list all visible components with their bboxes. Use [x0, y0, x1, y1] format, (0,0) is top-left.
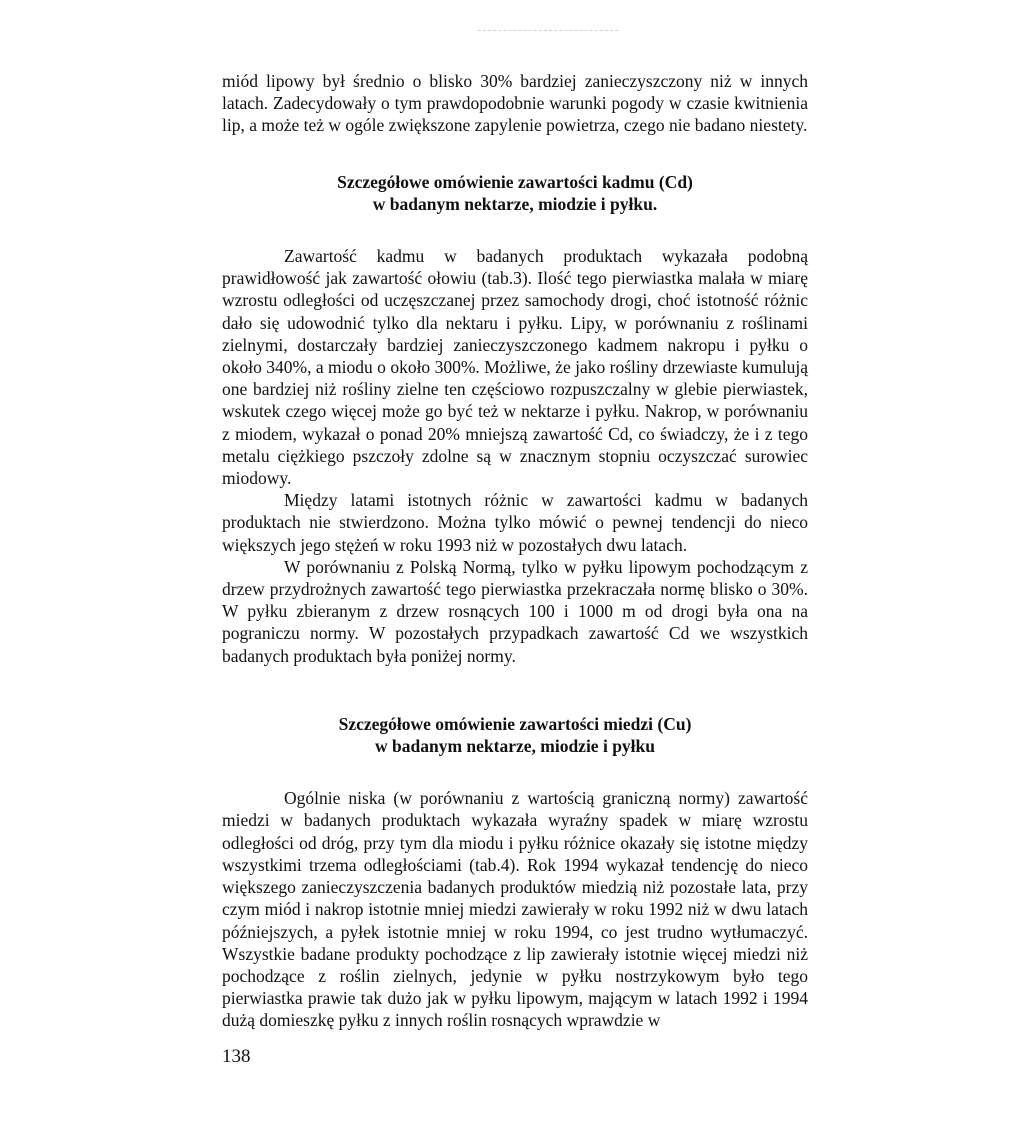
- section-heading-copper-line2: w badanym nektarze, miodzie i pyłku: [374, 736, 656, 757]
- section-heading-copper: [222, 713, 808, 757]
- section-heading-copper-line1: Szczegółowe omówienie zawartości miedzi (Cu): [338, 713, 692, 734]
- section-heading-cadmium: [222, 171, 808, 215]
- paragraph-copper-1: Ogólnie niska (w porównaniu z wartością graniczną normy) zawartość miedzi w badanych produktach wykazała wyraźny spadek w miarę wzrostu odległości od dróg, przy tym dla miodu i pyłku różnice okazały się istotne między wszystkimi trzema odległościami (tab.4). Rok 1994 wykazał tendencję do nieco większego zanieczyszczenia badanych produktów miedzią niż pozostałe lata, przy czym miód i nakrop istotnie mniej miedzi zawierały w roku 1992 niż w dwu latach późniejszych, a pyłek istotnie mniej w roku 1994, co jest trudno wytłumaczyć. Wszystkie badane produkty pochodzące z lip zawierały istotnie więcej miedzi niż pochodzące z roślin zielnych, jedynie w pyłku nostrzykowym było tego pierwiastka prawie tak dużo jak w pyłku lipowym, mającym w latach 1992 i 1994 dużą domieszkę pyłku z innych roślin rosnących wprawdzie w: [222, 788, 808, 1031]
- paragraph-intro: miód lipowy był średnio o blisko 30% bardziej zanieczyszczony niż w innych latach. Zadecydowały o tym prawdopodobnie warunki pogody w czasie kwitnienia lip, a może też w ogóle zwiększone zapylenie powietrza, czego nie badano niestety.: [222, 71, 808, 136]
- section-heading-cadmium-line2: w badanym nektarze, miodzie i pyłku.: [372, 193, 658, 214]
- paragraph-cadmium-1: Zawartość kadmu w badanych produktach wykazała podobną prawidłowość jak zawartość ołowiu (tab.3). Ilość tego pierwiastka malała w miarę wzrostu odległości od uczęszczanej przez samochody drogi, choć istotność różnic dało się udowodnić tylko dla nektaru i pyłku. Lipy, w porównaniu z roślinami zielnymi, dostarczały bardziej zanieczyszczonego kadmem nakropu i pyłku o około 340%, a miodu o około 300%. Możliwe, że jako rośliny drzewiaste kumulują one bardziej niż rośliny zielne ten częściowo rozpuszczalny w glebie pierwiastek, wskutek czego więcej może go być też w nektarze i pyłku. Nakrop, w porównaniu z miodem, wykazał o ponad 20% mniejszą zawartość Cd, co świadczy, że i z tego metalu ciężkiego pszczoły zdolne są w znacznym stopniu oczyszczać surowiec miodowy.: [222, 246, 808, 489]
- page-number: 138: [222, 1046, 251, 1067]
- page-text-column: [222, 70, 808, 1032]
- paragraph-cadmium-2: Między latami istotnych różnic w zawartości kadmu w badanych produktach nie stwierdzono. Można tylko mówić o pewnej tendencji do nieco większych jego stężeń w roku 1993 niż w pozostałych dwu latach.: [222, 490, 808, 555]
- scan-artifact-line: [478, 30, 618, 33]
- section-heading-cadmium-line1: Szczegółowe omówienie zawartości kadmu (Cd): [337, 171, 693, 192]
- paragraph-cadmium-3: W porównaniu z Polską Normą, tylko w pyłku lipowym pochodzącym z drzew przydrożnych zawartość tego pierwiastka przekraczała normę blisko o 30%. W pyłku zbieranym z drzew rosnących 100 i 1000 m od drogi była ona na pograniczu normy. W pozostałych przypadkach zawartość Cd we wszystkich badanych produktach była poniżej normy.: [222, 556, 808, 666]
